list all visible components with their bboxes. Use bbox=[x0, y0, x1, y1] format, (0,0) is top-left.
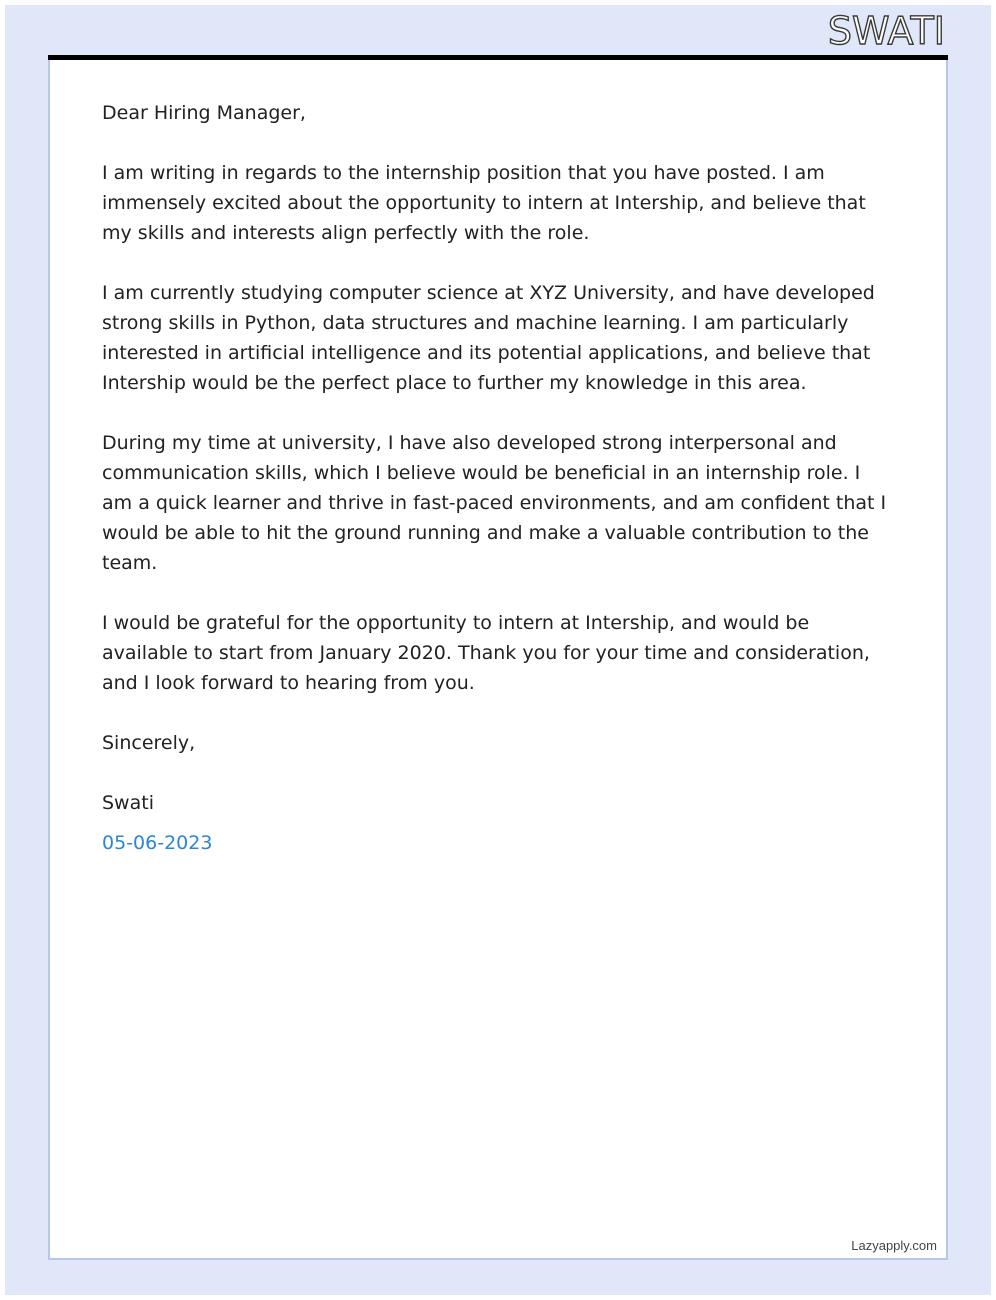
paragraph: I am writing in regards to the internship position that you have posted. I am immensely excited about the opportunity to intern at Intership, and believe that my skills and interests align perfectly with the role. bbox=[102, 162, 866, 244]
paragraph: I would be grateful for the opportunity to intern at Intership, and would be available to start from January 2020. Thank you for your time and consideration, and I look forward to hearing from you. bbox=[102, 612, 870, 694]
letter-body bbox=[102, 98, 892, 858]
paragraph: I am currently studying computer science at XYZ University, and have developed strong skills in Python, data structures and machine learning. I am particularly interested in artificial intelligence and its potential applications, and believe that Intership would be the perfect place to further my knowledge in this area. bbox=[102, 282, 875, 394]
closing: Sincerely, bbox=[102, 732, 196, 754]
letter-paper bbox=[48, 60, 948, 1260]
salutation: Dear Hiring Manager, bbox=[102, 102, 306, 124]
paragraph: During my time at university, I have also developed strong interpersonal and communication skills, which I believe would be beneficial in an internship role. I am a quick learner and thrive in fast-paced environments, and am confident that I would be able to hit the ground running and make a valuable contribution to the team. bbox=[102, 432, 887, 574]
signature: Swati bbox=[102, 792, 154, 814]
name-logo: SWATI bbox=[827, 9, 945, 53]
letter-date: 05-06-2023 bbox=[102, 832, 213, 854]
footer-brand: Lazyapply.com bbox=[851, 1238, 937, 1253]
